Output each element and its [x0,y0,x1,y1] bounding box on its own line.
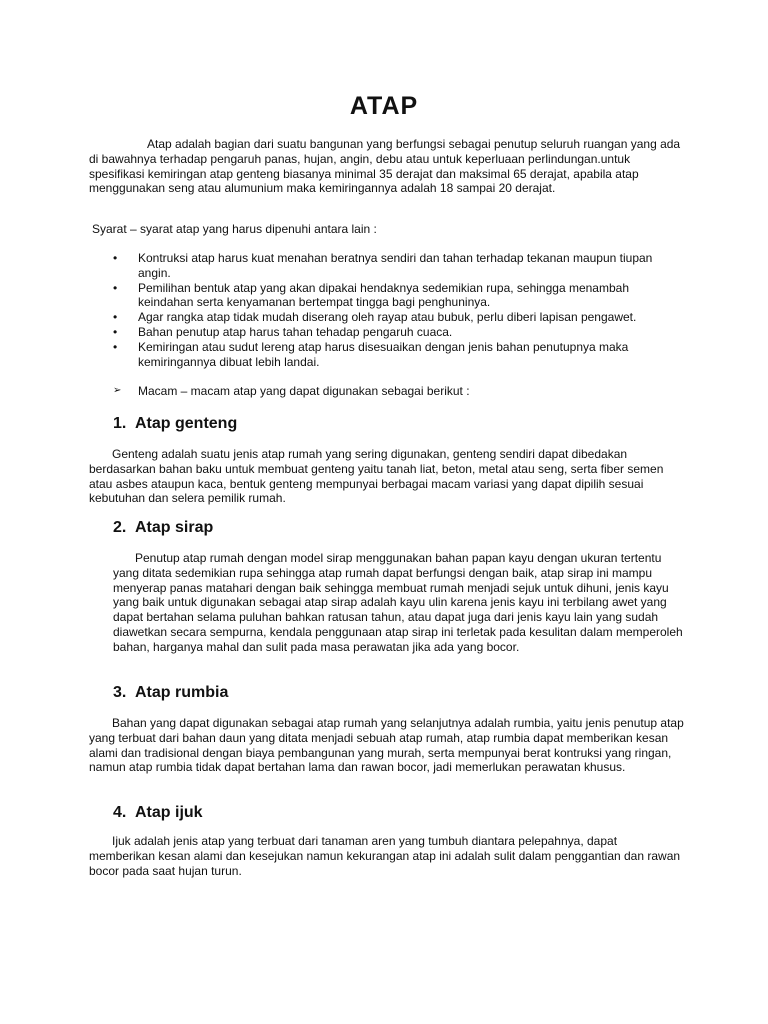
section-body-genteng: Genteng adalah suatu jenis atap rumah yang sering digunakan, genteng sendiri dapat dibedakan berdasarkan bahan baku untuk membuat genteng yaitu tanah liat, beton, metal atau seng, serta fiber semen atau asbes ataupun kaca, bentuk genteng mempunyai berbagai macam variasi yang dapat dipilih sesuai kebutuhan dan selera pemilik rumah. [89,447,664,506]
section-body-ijuk: Ijuk adalah jenis atap yang terbuat dari tanaman aren yang tumbuh diantara pelepahnya, dapat memberikan kesan alami dan kesejukan namun kekurangan atap ini adalah sulit dalam penggantian dan rawan bocor pada saat hujan turun. [89,834,681,878]
document-title: ATAP [349,92,419,120]
section-heading-genteng [113,415,237,433]
section-heading-rumbia [113,684,228,702]
section-body-sirap: Penutup atap rumah dengan model sirap menggunakan bahan papan kayu dengan ukuran tertentu yang ditata sedemikian rupa sehingga atap rumah dapat berfungsi dengan baik, atap sirap ini mampu menyerap panas matahari dengan baik sehingga membuat rumah menjadi sejuk untuk dihuni, jenis kayu yang baik untuk digunakan sebagai atap sirap adalah kayu ulin karena jenis kayu ini terbilang awet yang dapat bertahan selama puluhan bahkan ratusan tahun, atau dapat juga dari jenis kayu lain yang sudah diawetkan secara sempurna, kendala penggunaan atap sirap ini terletak pada kesulitan dalam memperoleh bahan, harganya mahal dan sulit pada masa perawatan jika ada yang bocor. [113,551,683,654]
section-number: 2. [113,519,127,536]
section-number: 1. [113,415,127,432]
section-title: Atap sirap [135,519,214,536]
syarat-list-item: • Bahan penutup atap harus tahan tehadap pengaruh cuaca. [113,325,685,340]
section-title: Atap genteng [135,415,238,432]
syarat-list-item: • Pemilihan bentuk atap yang akan dipakai hendaknya sedemikian rupa, sehingga menambah keindahan serta kenyamanan bertempat tingga bagi penghuninya. [113,281,685,311]
intro-paragraph: Atap adalah bagian dari suatu bangunan yang berfungsi sebagai penutup seluruh ruangan yang ada di bawahnya terhadap pengaruh panas, hujan, angin, debu atau untuk keperluaan perlindungan.untuk spesifikasi kemiringan atap genteng biasanya minimal 35 derajat dan maksimal 65 derajat, apabila atap menggunakan seng atau alumunium maka kemiringannya adalah 18 sampai 20 derajat. [89,137,681,196]
section-heading-ijuk [113,804,203,822]
section-number: 3. [113,684,127,701]
syarat-list-item: • Kemiringan atau sudut lereng atap harus disesuaikan dengan jenis bahan penutupnya maka kemiringannya dibuat lebih landai. [113,340,685,370]
syarat-list [113,251,685,369]
macam-intro-text: Macam – macam atap yang dapat digunakan sebagai berikut : [138,384,470,398]
arrow-bullet-icon: ➢ [113,385,122,396]
section-title: Atap rumbia [135,684,229,701]
syarat-list-item: • Agar rangka atap tidak mudah diserang oleh rayap atau bubuk, perlu diberi lapisan pengawet. [113,310,685,325]
section-heading-sirap [113,519,213,537]
macam-intro-line [113,384,470,399]
section-body-rumbia: Bahan yang dapat digunakan sebagai atap rumah yang selanjutnya adalah rumbia, yaitu jenis penutup atap yang terbuat dari bahan daun yang ditata menjadi sebuah atap rumah, atap rumbia dapat memberikan kesan alami dan tradisional dengan biaya pembangunan yang murah, serta mempunyai berat kontruksi yang ringan, namun atap rumbia tidak dapat bertahan lama dan rawan bocor, jadi memerlukan perawatan khusus. [89,716,684,775]
section-title: Atap ijuk [135,804,203,821]
section-number: 4. [113,804,127,821]
syarat-intro: Syarat – syarat atap yang harus dipenuhi antara lain : [92,222,377,236]
syarat-list-item: • Kontruksi atap harus kuat menahan beratnya sendiri dan tahan terhadap tekanan maupun tiupan angin. [113,251,685,281]
